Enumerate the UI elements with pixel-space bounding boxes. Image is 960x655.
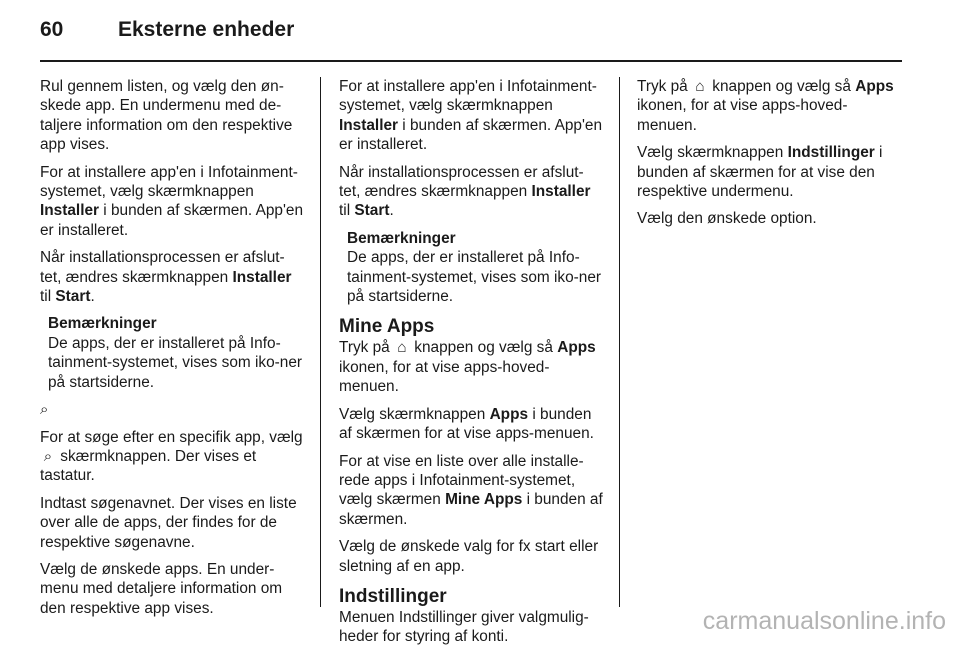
paragraph: Vælg de ønskede valg for fx start eller sletning af en app. — [339, 538, 599, 575]
home-icon: ⌂ — [695, 78, 705, 95]
search-icon: ⌕ — [43, 447, 53, 465]
column-divider — [619, 77, 620, 607]
section-heading-mine-apps: Mine Apps — [339, 316, 435, 338]
column-divider — [320, 77, 321, 607]
note-box — [40, 314, 306, 392]
paragraph: Vælg de ønskede apps. En under-menu med detaljere information om den respektive app vises. — [40, 560, 283, 617]
text-column-1 — [40, 77, 306, 626]
watermark: carmanualsonline.info — [702, 607, 946, 635]
home-icon: ⌂ — [397, 339, 407, 357]
text-column-3 — [637, 77, 903, 237]
note-title: Bemærkninger — [347, 229, 456, 247]
paragraph: Tryk på ⌂ knappen og vælg så Apps ikonen, for at vise apps-hoved-menuen. — [637, 78, 894, 134]
search-icon: ⌕ — [40, 401, 49, 419]
paragraph: Vælg skærmknappen Apps i bunden af skærmen for at vise apps-menuen. — [339, 405, 594, 443]
header-rule — [40, 60, 902, 62]
note-text: De apps, der er installeret på Info-tainment-systemet, vises som iko-ner på startsiderne. — [347, 249, 602, 306]
paragraph: For at vise en liste over alle installe-rede apps i Infotainment-systemet, vælg skærmen Mine Apps i bunden af skærmen. — [339, 452, 603, 528]
paragraph: Menuen Indstillinger giver valgmulig-heder for styring af konti. — [339, 608, 589, 646]
section-heading-indstillinger: Indstillinger — [339, 585, 447, 607]
page-header — [40, 18, 294, 48]
paragraph: Vælg den ønskede option. — [637, 210, 817, 228]
note-title: Bemærkninger — [48, 315, 157, 333]
paragraph: Når installationsprocessen er afslut-tet, ændres skærmknappen Installer til Start. — [339, 163, 591, 220]
paragraph: Når installationsprocessen er afslut-tet, ændres skærmknappen Installer til Start. — [40, 249, 292, 306]
paragraph: For at søge efter en specifik app, vælg ⌕ skærmknappen. Der vises et tastatur. — [40, 428, 303, 485]
paragraph: Indtast søgenavnet. Der vises en liste over alle de apps, der findes for de respektive søgenavne. — [40, 494, 297, 551]
page-number: 60 — [40, 18, 64, 41]
note-box — [339, 229, 605, 307]
note-text: De apps, der er installeret på Info-tainment-systemet, vises som iko-ner på startsiderne. — [48, 334, 303, 391]
paragraph: Vælg skærmknappen Indstillinger i bunden af skærmen for at vise den respektive undermenu. — [637, 144, 883, 201]
paragraph: Tryk på ⌂ knappen og vælg så Apps ikonen, for at vise apps-hoved-menuen. — [339, 339, 596, 396]
page-title: Eksterne enheder — [118, 18, 295, 41]
text-column-2 — [339, 77, 605, 655]
paragraph: Rul gennem listen, og vælg den øn-skede app. En undermenu med de-taljere information om den respektive app vises. — [40, 78, 293, 154]
paragraph: For at installere app'en i Infotainment-systemet, vælg skærmknappen Installer i bunden af skærmen. App'en er installeret. — [40, 163, 304, 239]
paragraph: For at installere app'en i Infotainment-systemet, vælg skærmknappen Installer i bunden af skærmen. App'en er installeret. — [339, 78, 603, 154]
